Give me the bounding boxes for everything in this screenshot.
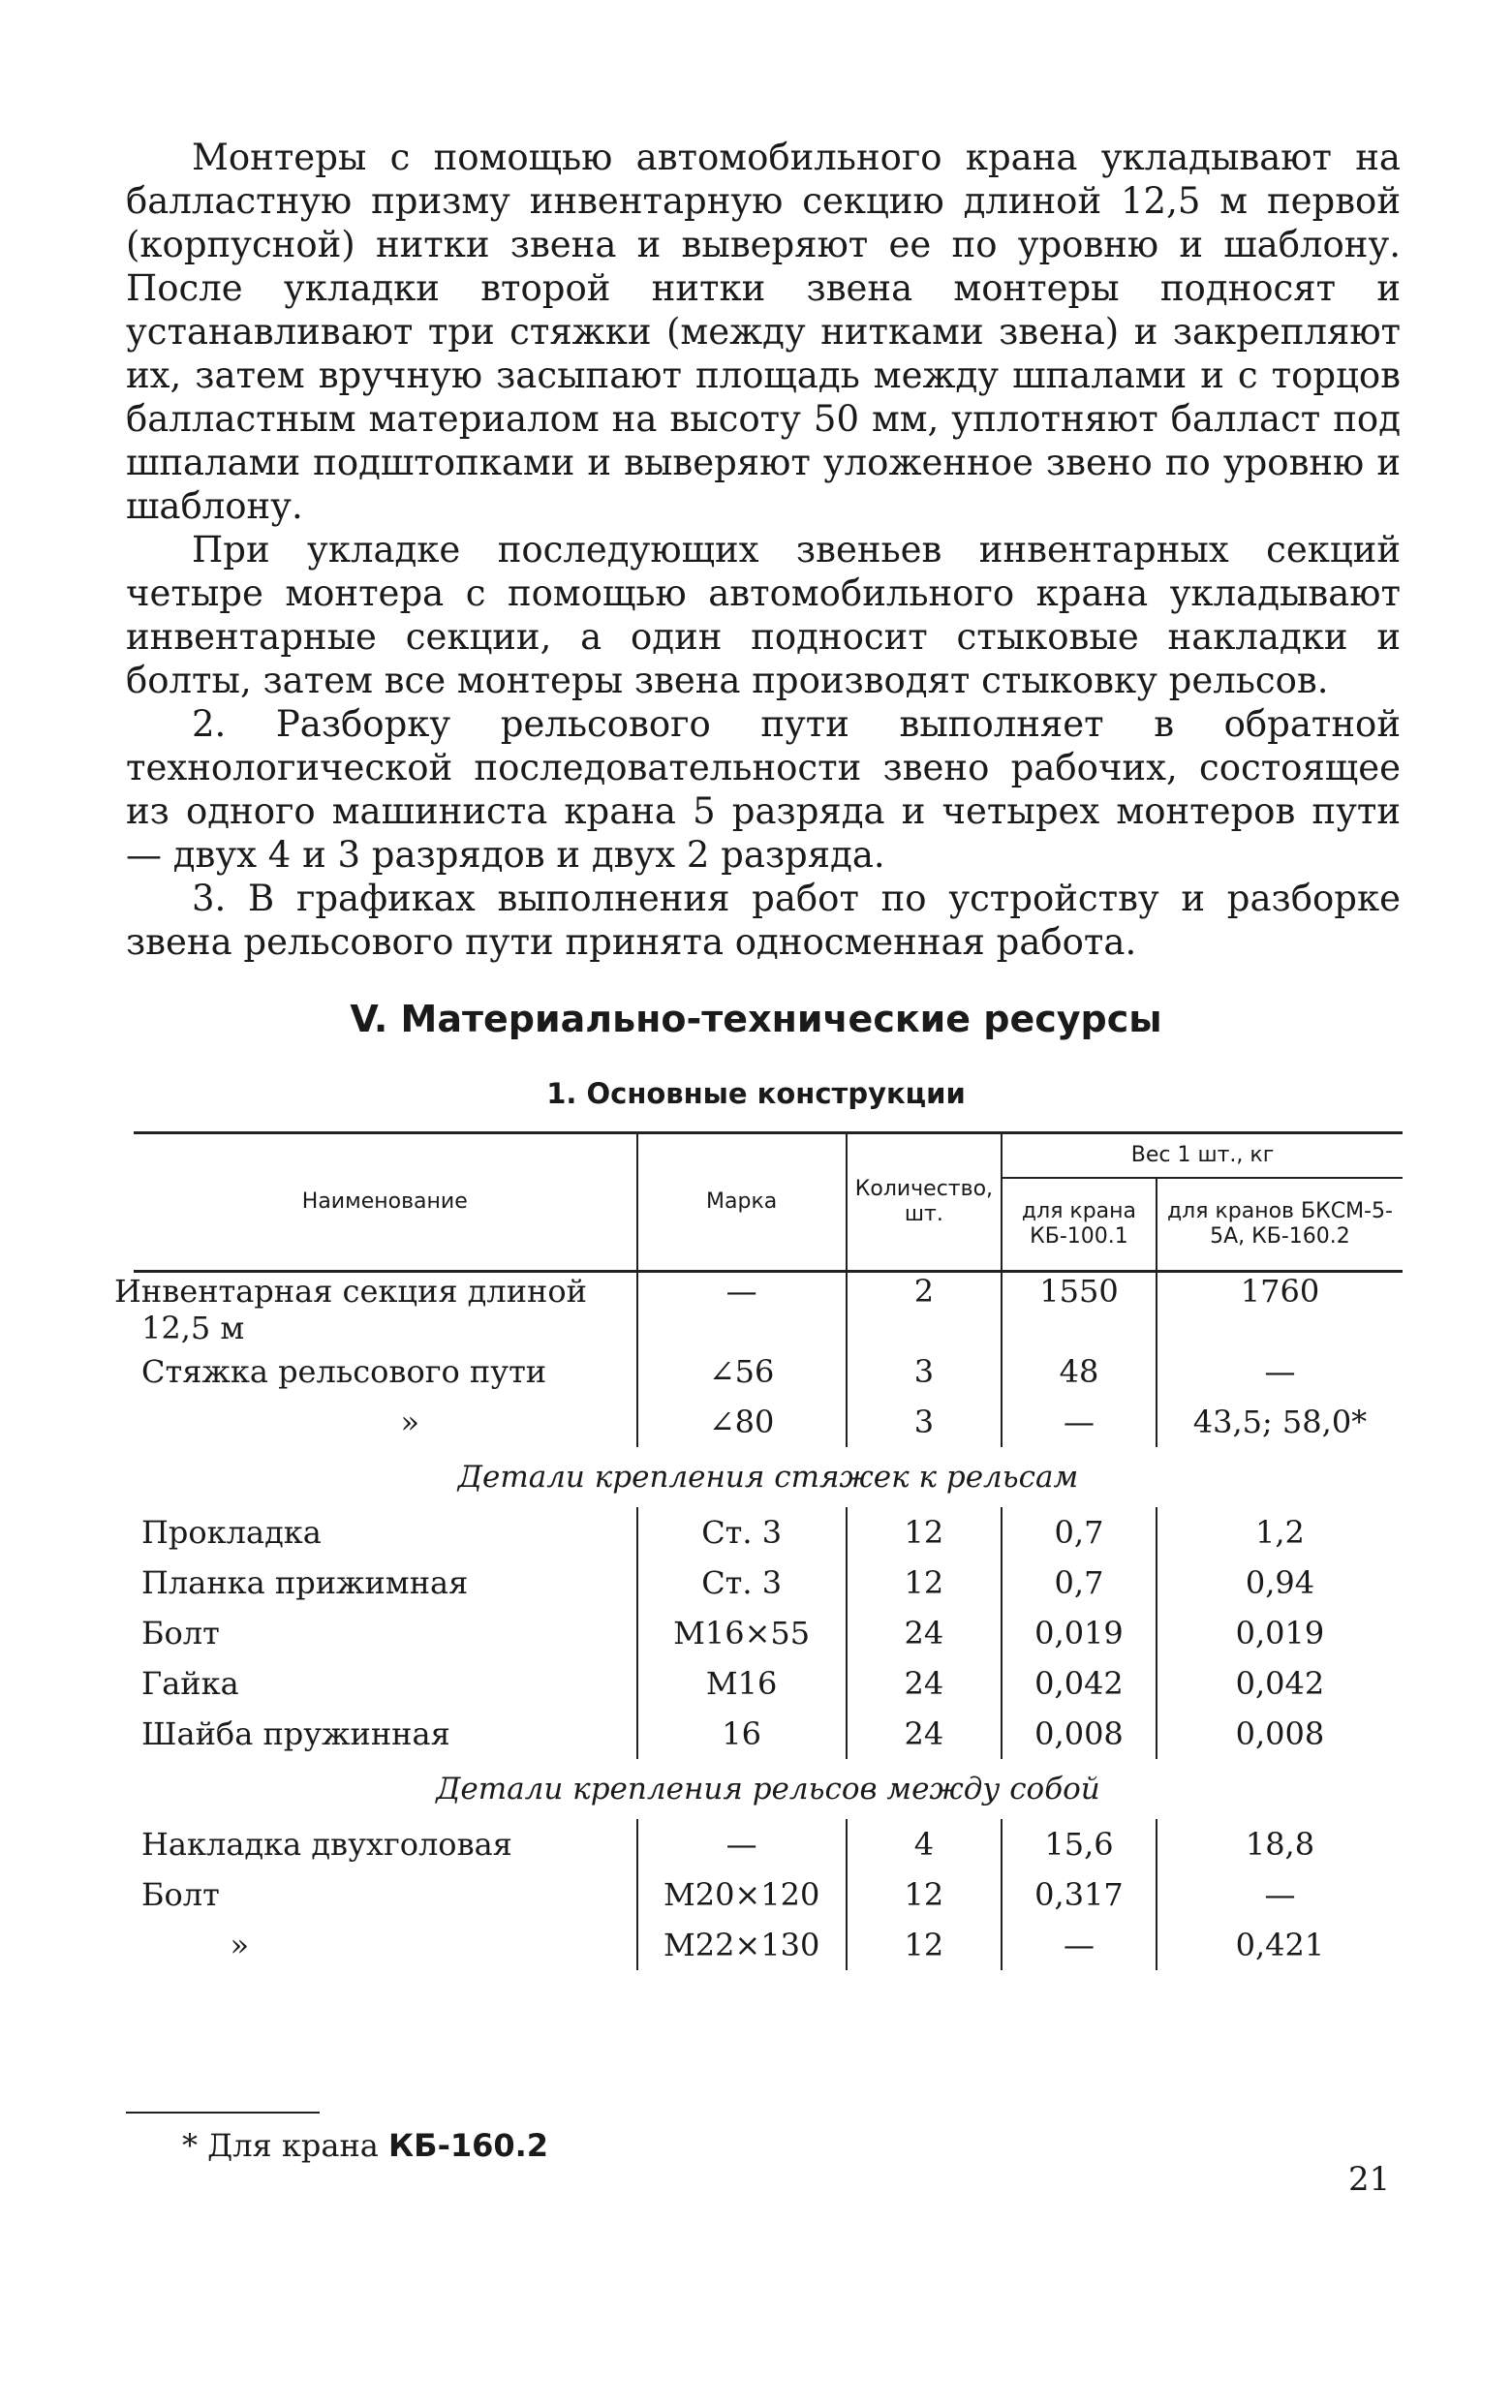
row-name: Планка прижимная <box>141 1564 469 1601</box>
row-name: Шайба пружинная <box>141 1715 450 1752</box>
row-weight-a: 48 <box>1002 1346 1157 1397</box>
table-row <box>134 1272 1403 1347</box>
row-name: Гайка <box>141 1665 239 1702</box>
constructions-table <box>114 1131 1403 1970</box>
row-mark: — <box>637 1272 847 1347</box>
row-mark: М16×55 <box>637 1608 847 1658</box>
row-weight-b: 1760 <box>1157 1272 1403 1347</box>
table-row <box>134 1346 1403 1397</box>
row-weight-a: 15,6 <box>1002 1819 1157 1869</box>
table-row <box>134 1658 1403 1709</box>
group-heading <box>134 1447 1403 1507</box>
row-qty: 3 <box>847 1346 1002 1397</box>
row-qty: 24 <box>847 1709 1002 1759</box>
table-row <box>134 1397 1403 1447</box>
row-weight-b: 18,8 <box>1157 1819 1403 1869</box>
table-row <box>134 1920 1403 1970</box>
row-weight-a: 0,019 <box>1002 1608 1157 1658</box>
row-qty: 12 <box>847 1558 1002 1608</box>
page-number: 21 <box>1348 2160 1391 2199</box>
body-text <box>126 136 1401 964</box>
section-title: V. Материально-технические ресурсы <box>350 998 1162 1040</box>
footnote <box>182 2127 548 2164</box>
row-weight-a: 1550 <box>1002 1272 1157 1347</box>
footnote-crane-model: КБ-160.2 <box>388 2127 549 2164</box>
row-qty: 12 <box>847 1869 1002 1920</box>
row-mark: — <box>637 1819 847 1869</box>
header-qty: Количество, шт. <box>847 1133 1002 1272</box>
table-row <box>134 1709 1403 1759</box>
row-mark: М22×130 <box>637 1920 847 1970</box>
row-mark: М20×120 <box>637 1869 847 1920</box>
group-heading <box>134 1759 1403 1819</box>
row-weight-a: — <box>1002 1920 1157 1970</box>
group-title-2: Детали крепления рельсов между собой <box>436 1772 1100 1806</box>
table-row <box>134 1507 1403 1558</box>
row-name: Накладка двухголовая <box>141 1826 512 1863</box>
header-weight-a: для крана КБ-100.1 <box>1002 1178 1157 1272</box>
row-name: » <box>230 1927 250 1963</box>
table-row <box>134 1819 1403 1869</box>
row-qty: 3 <box>847 1397 1002 1447</box>
footnote-marker: * <box>182 2127 198 2164</box>
table-row <box>134 1608 1403 1658</box>
row-qty: 24 <box>847 1658 1002 1709</box>
table-row <box>134 1869 1403 1920</box>
row-name: Болт <box>141 1876 220 1913</box>
row-weight-b: 0,421 <box>1157 1920 1403 1970</box>
footnote-divider <box>126 2112 320 2114</box>
header-weight: Вес 1 шт., кг <box>1002 1133 1403 1179</box>
row-weight-a: 0,042 <box>1002 1658 1157 1709</box>
header-name: Наименование <box>134 1133 637 1272</box>
row-name: Болт <box>141 1615 220 1652</box>
row-weight-a: 0,7 <box>1002 1507 1157 1558</box>
row-name: Инвентарная секция длиной 12,5 м <box>114 1273 587 1346</box>
row-weight-a: 0,317 <box>1002 1869 1157 1920</box>
table-title: 1. Основные конструкции <box>546 1077 966 1110</box>
row-qty: 12 <box>847 1920 1002 1970</box>
row-weight-b: 1,2 <box>1157 1507 1403 1558</box>
row-mark: М16 <box>637 1658 847 1709</box>
paragraph-1: Монтеры с помощью автомобильного крана укладывают на балластную призму инвентарную секцию длиной 12,5 м первой (корпусной) нитки звена и выверяют ее по уровню и шаблону. После укладки второй нитки звена монтеры подносят и устанавливают три стяжки (между нитками звена) и закрепляют их, затем вручную засыпают площадь между шпалами и с торцов балластным материалом на высоту 50 мм, уплотняют балласт под шпалами подштопками и выверяют уложенное звено по уровню и шаблону. <box>126 137 1401 527</box>
header-weight-b: для кранов БКСМ-5-5А, КБ-160.2 <box>1157 1178 1403 1272</box>
row-weight-b: 0,008 <box>1157 1709 1403 1759</box>
row-weight-b: 0,019 <box>1157 1608 1403 1658</box>
row-weight-a: 0,008 <box>1002 1709 1157 1759</box>
row-mark: Ст. 3 <box>637 1507 847 1558</box>
row-mark: 16 <box>637 1709 847 1759</box>
footnote-text: Для крана <box>207 2127 379 2164</box>
table-row <box>134 1558 1403 1608</box>
row-mark: ∠80 <box>637 1397 847 1447</box>
row-weight-b: — <box>1157 1346 1403 1397</box>
row-mark: Ст. 3 <box>637 1558 847 1608</box>
row-weight-b: — <box>1157 1869 1403 1920</box>
row-qty: 24 <box>847 1608 1002 1658</box>
paragraph-3: 2. Разборку рельсового пути выполняет в обратной технологической последовательности звено рабочих, состоящее из одного машиниста крана 5 разряда и четырех монтеров пути — двух 4 и 3 разрядов и двух 2 разряда. <box>126 703 1401 876</box>
paragraph-2: При укладке последующих звеньев инвентарных секций четыре монтера с помощью автомобильного крана укладывают инвентарные секции, а один подносит стыковые накладки и болты, затем все монтеры звена производят стыковку рельсов. <box>126 529 1401 701</box>
row-qty: 2 <box>847 1272 1002 1347</box>
row-qty: 12 <box>847 1507 1002 1558</box>
row-weight-a: 0,7 <box>1002 1558 1157 1608</box>
row-weight-b: 0,94 <box>1157 1558 1403 1608</box>
row-weight-b: 0,042 <box>1157 1658 1403 1709</box>
group-title-1: Детали крепления стяжек к рельсам <box>457 1460 1079 1495</box>
row-name: Стяжка рельсового пути <box>141 1353 547 1390</box>
row-weight-a: — <box>1002 1397 1157 1447</box>
row-mark: ∠56 <box>637 1346 847 1397</box>
row-qty: 4 <box>847 1819 1002 1869</box>
paragraph-4: 3. В графиках выполнения работ по устройству и разборке звена рельсового пути принята односменная работа. <box>126 878 1401 963</box>
header-mark: Марка <box>637 1133 847 1272</box>
row-name: » <box>400 1404 420 1440</box>
row-name: Прокладка <box>141 1514 322 1551</box>
row-weight-b: 43,5; 58,0* <box>1157 1397 1403 1447</box>
